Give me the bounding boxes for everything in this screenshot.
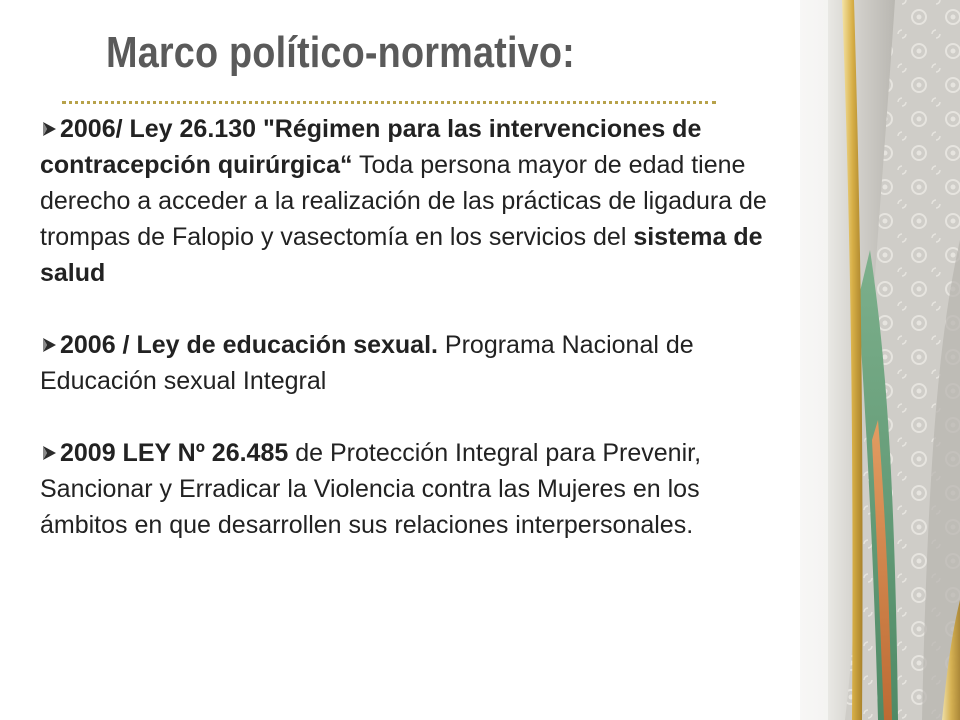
list-item (40, 435, 788, 543)
title-divider (62, 101, 716, 104)
item-lead: 2009 LEY Nº 26.485 (60, 439, 289, 467)
arrow-bullet-icon (40, 119, 59, 139)
list-item (40, 327, 788, 399)
decorative-side-panel (800, 0, 960, 720)
arrow-bullet-icon (40, 335, 59, 355)
item-lead: 2006 / Ley de educación sexual. (60, 331, 438, 359)
item-body-bold: sistema de salud (40, 223, 763, 287)
item-body: de Protección Integral para Prevenir, Sancionar y Erradicar la Violencia contra las Mujeres en los ámbitos en que desarrollen sus relaciones interpersonales. (40, 439, 702, 539)
item-lead: 2006/ Ley 26.130 "Régimen para las intervenciones de contracepción quirúrgica“ (40, 115, 702, 179)
slide-title: Marco político-normativo: (106, 28, 575, 77)
arrow-bullet-icon (40, 443, 59, 463)
item-body: Programa Nacional de Educación sexual Integral (40, 331, 694, 395)
list-item (40, 111, 788, 291)
slide-content (40, 111, 788, 543)
item-body: Toda persona mayor de edad tiene derecho a acceder a la realización de las prácticas de ligadura de trompas de Falopio y vasectomía en los servicios del (40, 151, 767, 251)
